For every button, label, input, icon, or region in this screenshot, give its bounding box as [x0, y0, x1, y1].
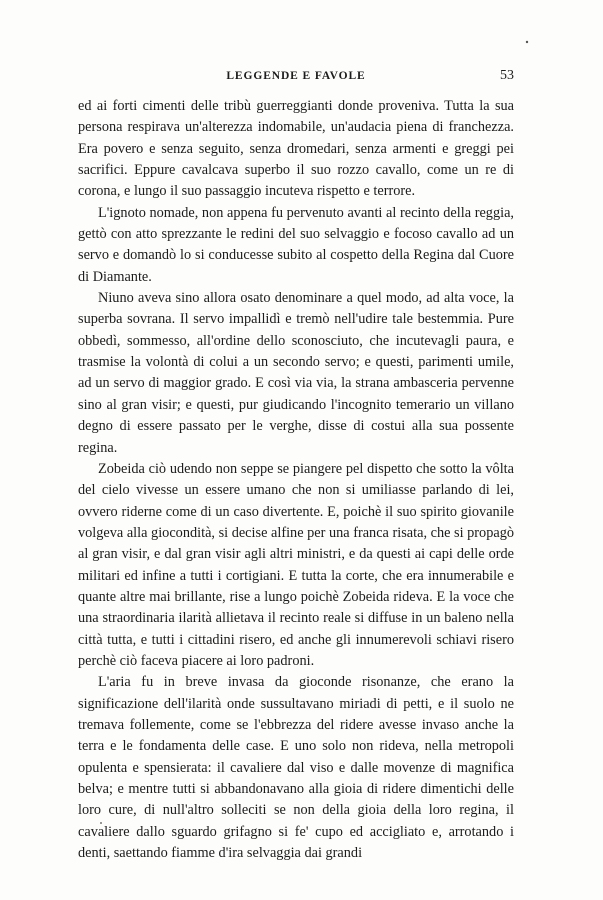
running-title: LEGGENDE E FAVOLE	[226, 70, 366, 82]
paragraph-4: Zobeida ciò udendo non seppe se piangere pel dispetto che sotto la vôlta del cielo vivesse un essere umano che non si umiliasse parlando di lei, ovvero riderne come di un caso divertente. E, poichè il suo spirito giovanile volgeva alla giocondità, si decise alfine per una franca risata, che si propagò al gran visir, e dal gran visir agli altri ministri, e da questi ai capi delle orde militari ed infine a tutti i cortigiani. E tutta la corte, che era innumerabile e quante altre mai brillante, rise a lungo poichè Zobeida rideva. E la voce che una straordinaria ilarità allietava il recinto reale si diffuse in un baleno nella città tutta, e tutti i cittadini risero, ed anche gli innumerevoli schiavi risero perchè ciò faceva piacere ai loro padroni.	[78, 460, 514, 669]
paragraph-3: Niuno aveva sino allora osato denominare a quel modo, ad alta voce, la superba sovrana. Il servo impallidì e tremò nell'udire tale bestemmia. Pure obbedì, sommesso, all'ordine dello sconosciuto, che incutevagli paura, e trasmise la volontà di colui a un secondo servo; e questi, parimenti umile, ad un servo di maggior grado. E così via via, la strana ambasceria pervenne sino al gran visir; e questi, pur giudicando l'incognito temerario un villano degno di essere passato per le verghe, disse di costui alla sua possente regina.	[78, 290, 514, 456]
page-number: 53	[500, 68, 514, 83]
page-header	[78, 66, 514, 86]
paragraph-2: L'ignoto nomade, non appena fu pervenuto avanti al recinto della reggia, gettò con atto sprezzante le redini del suo selvaggio e focoso cavallo ad un servo e domandò lo si conducesse subito al cospetto della Regina dal Cuore di Diamante.	[78, 204, 514, 285]
speck-mark	[526, 41, 528, 43]
paragraph-1: ed ai forti cimenti delle tribù guerreggianti donde proveniva. Tutta la sua persona respirava un'alterezza indomabile, un'audacia piena di franchezza. Era povero e senza seguito, senza dromedari, senza armenti e greggi pei sacrifici. Eppure cavalcava superbo il suo rozzo cavallo, come un re di corona, e lungo il suo passaggio incuteva rispetto e terrore.	[78, 98, 514, 200]
paragraph-5: L'aria fu in breve invasa da gioconde risonanze, che erano la significazione dell'ilarità onde sussultavano miriadi di petti, e il suolo ne tremava follemente, come se l'ebbrezza del ridere avesse invaso anche la terra e le fondamenta delle case. E uno solo non rideva, nella metropoli opulenta e spensierata: il cavaliere dal viso e dalle movenze di magnifica belva; e mentre tutti si abbandonavano alla gioia di ridere dimentichi delle loro cure, di null'altro solleciti se non della gioia della loro regina, il cavaliere dallo sguardo grifagno si fe' cupo ed accigliato e, arrotando i denti, saettando fiamme d'ira selvaggia dai grandi	[78, 674, 514, 862]
body-text	[78, 96, 514, 864]
